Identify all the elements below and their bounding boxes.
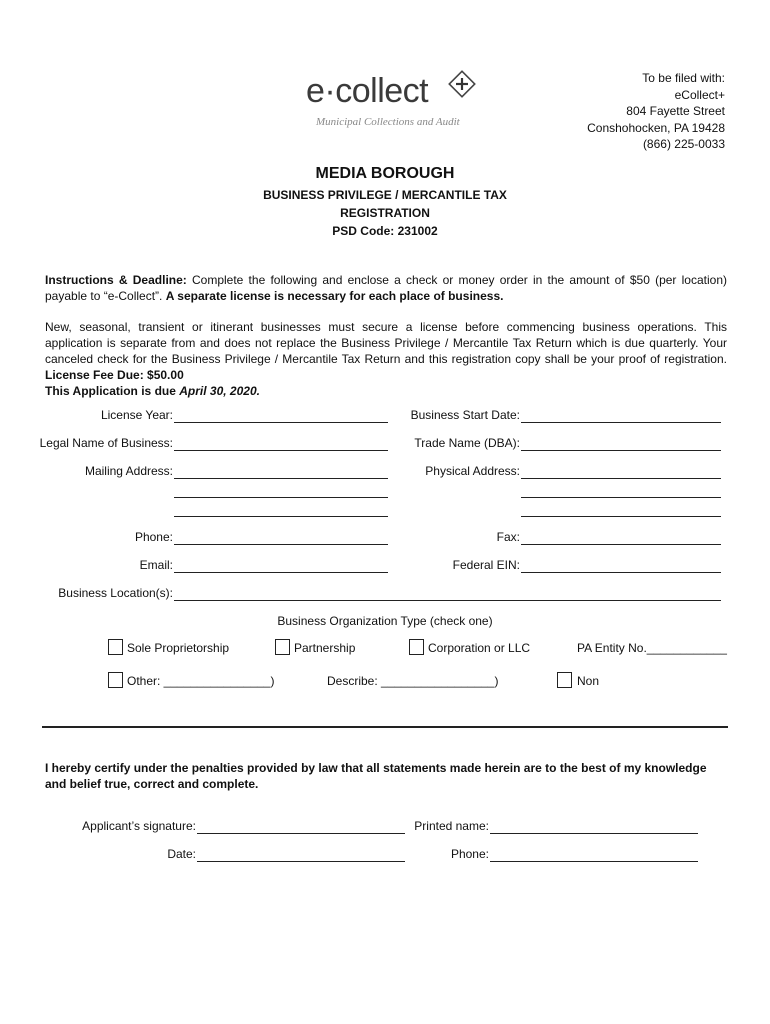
trade-name-label: Trade Name (DBA): (414, 436, 520, 450)
certification-statement: I hereby certify under the penalties provided by law that all statements made herein are to the best of my knowledge and belief true, correct and complete. (45, 761, 707, 791)
applicant-signature-label: Applicant’s signature: (82, 819, 196, 833)
business-start-date-field[interactable] (521, 422, 721, 423)
sole-proprietorship-checkbox[interactable] (108, 639, 123, 655)
filed-with-org: eCollect+ (674, 87, 725, 102)
physical-address-label: Physical Address: (425, 464, 520, 478)
physical-address-field-1[interactable] (521, 478, 721, 479)
trade-name-field[interactable] (521, 450, 721, 451)
filed-with-city: Conshohocken, PA 19428 (587, 120, 725, 135)
section-divider (42, 726, 728, 728)
license-info-paragraph (45, 319, 727, 383)
logo-wordmark: e·collect (306, 72, 429, 110)
signature-phone-field[interactable] (490, 861, 698, 862)
license-info-text: New, seasonal, transient or itinerant businesses must secure a license before commencing business operations. This application is separate from and does not replace the Business Privilege / Mercantile Tax Return which is due quarterly. Your canceled check for the Business Privilege / Mercantile Tax Return and this registration copy shall be your proof of registration. (45, 320, 727, 366)
phone-label: Phone: (134, 530, 173, 544)
business-start-date-label: Business Start Date: (410, 408, 520, 422)
filed-with-address (587, 70, 725, 153)
phone-field[interactable] (174, 544, 388, 545)
mailing-address-field-1[interactable] (174, 478, 388, 479)
mailing-address-field-2[interactable] (174, 497, 388, 498)
mailing-address-label: Mailing Address: (84, 464, 173, 478)
date-label: Date: (167, 847, 196, 861)
non-checkbox[interactable] (557, 672, 572, 688)
license-fee: License Fee Due: $50.00 (45, 368, 184, 382)
license-year-label: License Year: (100, 408, 173, 422)
describe-field[interactable]: Describe: _________________) (327, 674, 499, 688)
fax-field[interactable] (521, 544, 721, 545)
physical-address-field-2[interactable] (521, 497, 721, 498)
pa-entity-number-field[interactable]: PA Entity No.____________ (577, 641, 727, 655)
instructions-label: Instructions & Deadline: (45, 273, 187, 287)
psd-code: PSD Code: 231002 (332, 224, 438, 238)
due-date: April 30, 2020. (179, 384, 260, 398)
other-checkbox[interactable] (108, 672, 123, 688)
corporation-llc-checkbox[interactable] (409, 639, 424, 655)
license-year-field[interactable] (174, 422, 388, 423)
logo-tagline: Municipal Collections and Audit (316, 116, 460, 128)
printed-name-field[interactable] (490, 833, 698, 834)
page-title: MEDIA BOROUGH (315, 165, 455, 182)
filed-with-phone: (866) 225-0033 (642, 137, 725, 151)
federal-ein-field[interactable] (521, 572, 721, 573)
business-locations-field[interactable] (174, 600, 721, 601)
partnership-label: Partnership (294, 641, 356, 655)
instructions-paragraph (45, 272, 727, 304)
legal-name-field[interactable] (174, 450, 388, 451)
other-field[interactable]: Other: ________________) (127, 674, 275, 688)
corporation-llc-label: Corporation or LLC (428, 641, 531, 655)
due-date-line (45, 383, 727, 399)
business-locations-label: Business Location(s): (58, 586, 173, 600)
sole-proprietorship-label: Sole Proprietorship (127, 641, 230, 655)
due-label: This Application is due (45, 384, 180, 398)
form-subtitle: BUSINESS PRIVILEGE / MERCANTILE TAX (263, 188, 507, 202)
applicant-signature-field[interactable] (197, 833, 405, 834)
form-subtitle-registration: REGISTRATION (340, 206, 430, 220)
email-label: Email: (139, 558, 173, 572)
plus-diamond-icon (448, 70, 476, 98)
date-field[interactable] (197, 861, 405, 862)
filed-with-street: 804 Fayette Street (626, 104, 725, 118)
email-field[interactable] (174, 572, 388, 573)
physical-address-field-3[interactable] (521, 516, 721, 517)
fax-label: Fax: (496, 530, 520, 544)
mailing-address-field-3[interactable] (174, 516, 388, 517)
instructions-text: Complete the following and enclose a check or money order in the amount of $50 (per location) payable to “e-Collect”. (45, 273, 727, 303)
signature-phone-label: Phone: (450, 847, 489, 861)
non-label: Non (577, 674, 600, 688)
partnership-checkbox[interactable] (275, 639, 290, 655)
org-type-heading: Business Organization Type (check one) (277, 614, 493, 628)
federal-ein-label: Federal EIN: (452, 558, 520, 572)
instructions-bold-note: A separate license is necessary for each place of business. (165, 289, 504, 303)
ecollect-logo (306, 68, 486, 130)
printed-name-label: Printed name: (414, 819, 489, 833)
filed-with-label: To be filed with: (642, 71, 725, 85)
legal-name-label: Legal Name of Business: (39, 436, 173, 450)
